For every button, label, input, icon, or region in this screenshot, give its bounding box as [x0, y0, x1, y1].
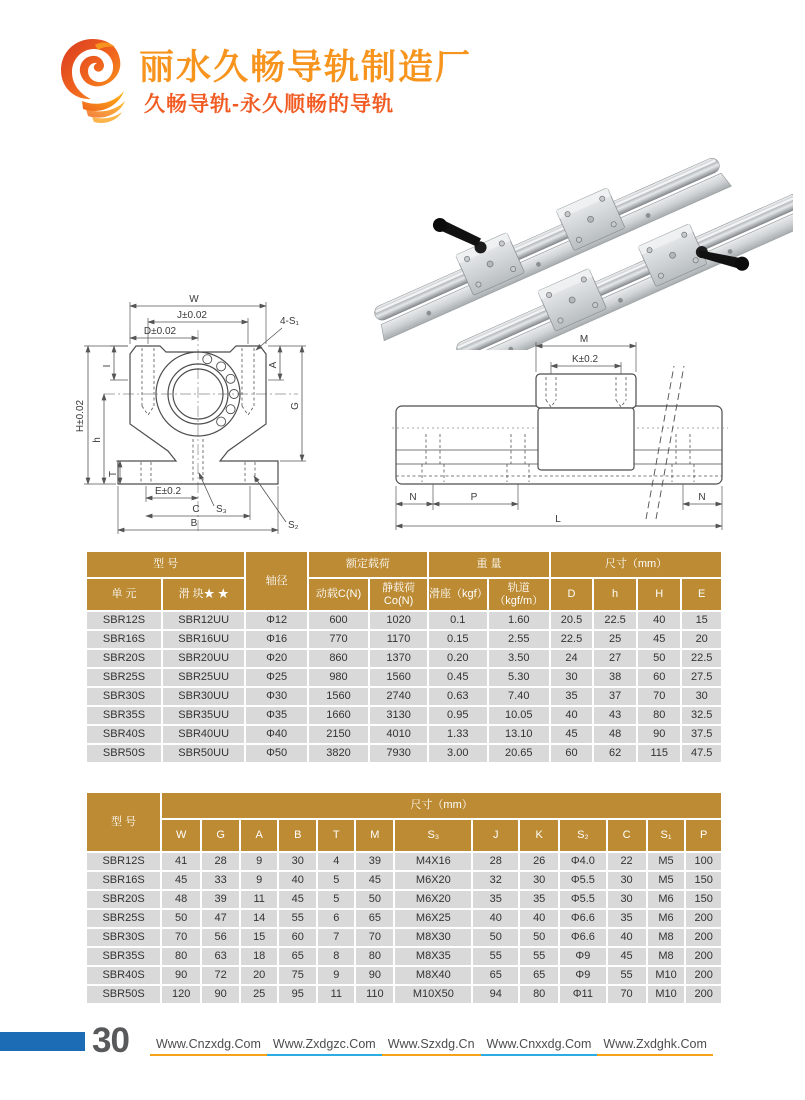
col-header-P: P — [686, 820, 721, 851]
cell: 94 — [473, 986, 518, 1003]
cell: 20.5 — [551, 612, 592, 629]
table-row — [87, 853, 721, 870]
dimensions — [75, 294, 306, 534]
footer-links — [150, 1037, 707, 1056]
col-header-model: 型 号 — [87, 552, 244, 577]
cell: 150 — [686, 872, 721, 889]
cell: SBR12UU — [163, 612, 244, 629]
cell: 65 — [473, 967, 518, 984]
table-row — [87, 745, 721, 762]
cell: SBR25S — [87, 669, 161, 686]
company-name: 丽水久畅导轨制造厂 — [139, 48, 473, 87]
cell: 120 — [162, 986, 200, 1003]
cell: SBR35S — [87, 707, 161, 724]
cell: 200 — [686, 948, 721, 965]
cell: 7 — [318, 929, 354, 946]
cell: 50 — [520, 929, 558, 946]
cell: SBR25UU — [163, 669, 244, 686]
cell: 22 — [608, 853, 646, 870]
cell: 39 — [202, 891, 239, 908]
cell: M8X35 — [395, 948, 471, 965]
dim-label: M — [579, 334, 589, 345]
cell: 38 — [594, 669, 636, 686]
bearing-block — [556, 188, 625, 251]
cell: 32.5 — [682, 707, 721, 724]
cell: 860 — [309, 650, 368, 667]
cell: 15 — [682, 612, 721, 629]
footer-link[interactable]: Www.Zxdghk.Com — [597, 1037, 713, 1056]
cell: 45 — [638, 631, 680, 648]
cell: SBR20S — [87, 891, 160, 908]
dim-label: K±0.2 — [571, 354, 599, 365]
cell: 22.5 — [551, 631, 592, 648]
cell: 15 — [241, 929, 277, 946]
cell: M8 — [648, 929, 685, 946]
cell: 50 — [638, 650, 680, 667]
cell: 30 — [682, 688, 721, 705]
dim-label: S₂ — [288, 520, 299, 531]
cell: 25 — [594, 631, 636, 648]
col-header-D: D — [551, 579, 592, 610]
table-row — [87, 948, 721, 965]
cell: 62 — [594, 745, 636, 762]
cell: 18 — [241, 948, 277, 965]
cell: M10X50 — [395, 986, 471, 1003]
cell: 50 — [356, 891, 393, 908]
cell: 50 — [162, 910, 200, 927]
cell: 200 — [686, 929, 721, 946]
cell: 20 — [241, 967, 277, 984]
cell: Φ9 — [560, 967, 605, 984]
cell: 200 — [686, 910, 721, 927]
cell: SBR12S — [87, 853, 160, 870]
cell: 0.1 — [429, 612, 486, 629]
cell: 37 — [594, 688, 636, 705]
cell: 65 — [520, 967, 558, 984]
cell: 80 — [356, 948, 393, 965]
cell: 22.5 — [594, 612, 636, 629]
cell: SBR50S — [87, 986, 160, 1003]
dim-label: N — [409, 492, 417, 503]
cell: 45 — [162, 872, 200, 889]
cell: 90 — [162, 967, 200, 984]
cell: 2740 — [370, 688, 427, 705]
dim-label: D±0.02 — [143, 326, 177, 337]
cell: 63 — [202, 948, 239, 965]
table-row — [87, 612, 721, 629]
cell: 4 — [318, 853, 354, 870]
cell: Φ20 — [246, 650, 307, 667]
cell: M4X16 — [395, 853, 471, 870]
cell: 9 — [241, 872, 277, 889]
cell: Φ5.5 — [560, 891, 605, 908]
page-number: 30 — [92, 1021, 129, 1060]
cell: 30 — [551, 669, 592, 686]
cell: 1170 — [370, 631, 427, 648]
dim-label: W — [189, 294, 199, 305]
table-row — [87, 910, 721, 927]
cell: M5 — [648, 872, 685, 889]
cell: 75 — [279, 967, 316, 984]
col-header-M: M — [356, 820, 393, 851]
cell: 45 — [356, 872, 393, 889]
end-view-drawing — [68, 276, 360, 540]
cell: 65 — [356, 910, 393, 927]
cell: 47.5 — [682, 745, 721, 762]
dim-label: H±0.02 — [75, 399, 86, 433]
cell: 26 — [520, 853, 558, 870]
cell: Φ5.5 — [560, 872, 605, 889]
col-header-unit: 单 元 — [87, 579, 161, 610]
cell: 70 — [162, 929, 200, 946]
cell: M6X20 — [395, 891, 471, 908]
footer-link[interactable]: Www.Cnxxdg.Com — [481, 1037, 598, 1056]
dim-label: T — [108, 470, 119, 478]
cell: 35 — [520, 891, 558, 908]
cell: M8 — [648, 948, 685, 965]
phoenix-swirl — [61, 39, 125, 123]
cell: 8 — [318, 948, 354, 965]
cell: 40 — [520, 910, 558, 927]
cell: 43 — [594, 707, 636, 724]
dim-label: B — [190, 518, 198, 529]
cell: 55 — [608, 967, 646, 984]
cell: 27 — [594, 650, 636, 667]
cell: Φ25 — [246, 669, 307, 686]
cell: 80 — [162, 948, 200, 965]
cell: 3.00 — [429, 745, 486, 762]
cell: 5 — [318, 891, 354, 908]
col-header-K: K — [520, 820, 558, 851]
cell: 45 — [551, 726, 592, 743]
cell: SBR40S — [87, 967, 160, 984]
col-header-B: B — [279, 820, 316, 851]
dim-label: E±0.2 — [154, 486, 182, 497]
dim-label: C — [192, 504, 200, 515]
company-logo-icon — [52, 33, 134, 123]
col-header-E: E — [682, 579, 721, 610]
cell: 90 — [202, 986, 239, 1003]
cell: M6X20 — [395, 872, 471, 889]
col-header-C: C — [608, 820, 646, 851]
cell: 60 — [551, 745, 592, 762]
carriage-block — [536, 374, 636, 470]
cell: 9 — [318, 967, 354, 984]
col-header-dims: 尺寸（mm） — [551, 552, 721, 577]
cell: 0.20 — [429, 650, 486, 667]
cell: 7930 — [370, 745, 427, 762]
cell: 95 — [279, 986, 316, 1003]
cell: M6 — [648, 910, 685, 927]
table-row — [87, 929, 721, 946]
cell: 35 — [473, 891, 518, 908]
cell: SBR12S — [87, 612, 161, 629]
table-row — [87, 631, 721, 648]
cell: 7.40 — [489, 688, 550, 705]
table-row — [87, 891, 721, 908]
cell: 28 — [473, 853, 518, 870]
cell: 60 — [279, 929, 316, 946]
footer-accent-bar — [0, 1032, 85, 1051]
cell: SBR50UU — [163, 745, 244, 762]
col-header-model: 型 号 — [87, 793, 160, 851]
cell: 60 — [638, 669, 680, 686]
cell: 55 — [279, 910, 316, 927]
footer-link[interactable]: Www.Zxdgzc.Com — [267, 1037, 382, 1056]
cell: 115 — [638, 745, 680, 762]
col-header-W: W — [162, 820, 200, 851]
cell: Φ12 — [246, 612, 307, 629]
cell: 24 — [551, 650, 592, 667]
cell: 600 — [309, 612, 368, 629]
cell: 30 — [520, 872, 558, 889]
cell: 0.45 — [429, 669, 486, 686]
cell: 0.15 — [429, 631, 486, 648]
col-header-S3: S₃ — [395, 820, 471, 851]
col-header-G: G — [202, 820, 239, 851]
cell: 40 — [551, 707, 592, 724]
cell: 11 — [241, 891, 277, 908]
cell: 13.10 — [489, 726, 550, 743]
cell: 80 — [520, 986, 558, 1003]
cell: 110 — [356, 986, 393, 1003]
cell: 6 — [318, 910, 354, 927]
col-header-A: A — [241, 820, 277, 851]
cell: 30 — [608, 872, 646, 889]
cell: 10.05 — [489, 707, 550, 724]
cell: 100 — [686, 853, 721, 870]
cell: Φ6.6 — [560, 910, 605, 927]
cell: 55 — [520, 948, 558, 965]
cell: 50 — [473, 929, 518, 946]
col-header-H: H — [638, 579, 680, 610]
dim-label: h — [92, 437, 103, 443]
cell: Φ11 — [560, 986, 605, 1003]
cell: 39 — [356, 853, 393, 870]
cell: Φ35 — [246, 707, 307, 724]
cell: 70 — [638, 688, 680, 705]
dim-label: J±0.02 — [177, 310, 207, 321]
cell: 45 — [279, 891, 316, 908]
cell: 90 — [638, 726, 680, 743]
cell: 90 — [356, 967, 393, 984]
rail-side-view-drawing — [388, 314, 736, 538]
cell: 1020 — [370, 612, 427, 629]
col-header-rated-load: 额定载荷 — [309, 552, 427, 577]
cell: 1370 — [370, 650, 427, 667]
cell: SBR30S — [87, 688, 161, 705]
cell: SBR16UU — [163, 631, 244, 648]
cell: 9 — [241, 853, 277, 870]
footer-link[interactable]: Www.Cnzxdg.Com — [150, 1037, 267, 1056]
col-header-weight: 重 量 — [429, 552, 549, 577]
footer-link[interactable]: Www.Szxdg.Cn — [382, 1037, 481, 1056]
cell: 55 — [473, 948, 518, 965]
dim-label: G — [290, 402, 301, 410]
cell: Φ6.6 — [560, 929, 605, 946]
cell: 3.50 — [489, 650, 550, 667]
table-row — [87, 872, 721, 889]
table-row — [87, 726, 721, 743]
bearing-block — [456, 232, 525, 295]
cell: M6X25 — [395, 910, 471, 927]
dim-label: A — [268, 361, 279, 369]
col-header-rail-weight: 轨道（kgf/m） — [489, 579, 550, 610]
cell: 40 — [638, 612, 680, 629]
cell: 1560 — [309, 688, 368, 705]
cell: 40 — [473, 910, 518, 927]
col-header-static-load: 静载荷Co(N) — [370, 579, 427, 610]
col-header-h: h — [594, 579, 636, 610]
cell: SBR40S — [87, 726, 161, 743]
cell: 80 — [638, 707, 680, 724]
table-row — [87, 669, 721, 686]
cell: M10 — [648, 986, 685, 1003]
cell: 33 — [202, 872, 239, 889]
table-row — [87, 650, 721, 667]
cell: 200 — [686, 967, 721, 984]
table-row — [87, 707, 721, 724]
cell: 70 — [356, 929, 393, 946]
cell: 27.5 — [682, 669, 721, 686]
cell: 41 — [162, 853, 200, 870]
cell: Φ9 — [560, 948, 605, 965]
cell: 47 — [202, 910, 239, 927]
cell: SBR16S — [87, 872, 160, 889]
dim-label: P — [470, 492, 478, 503]
col-header-dynamic-load: 动载C(N) — [309, 579, 368, 610]
cell: 11 — [318, 986, 354, 1003]
cell: 48 — [162, 891, 200, 908]
cell: 65 — [279, 948, 316, 965]
cell: M10 — [648, 967, 685, 984]
dim-label: N — [698, 492, 706, 503]
cell: 20 — [682, 631, 721, 648]
table-row — [87, 688, 721, 705]
cell: SBR20S — [87, 650, 161, 667]
company-tagline: 久畅导轨-永久顺畅的导轨 — [144, 93, 394, 116]
cell: 2150 — [309, 726, 368, 743]
cell: Φ4.0 — [560, 853, 605, 870]
cell: SBR40UU — [163, 726, 244, 743]
col-header-dims: 尺寸（mm） — [162, 793, 721, 818]
col-header-carriage-weight: 滑座（kgf） — [429, 579, 486, 610]
cell: 70 — [608, 986, 646, 1003]
cell: 200 — [686, 986, 721, 1003]
cell: 3820 — [309, 745, 368, 762]
cell: 37.5 — [682, 726, 721, 743]
cell: 28 — [202, 853, 239, 870]
dim-label: 4-S₁ — [280, 316, 299, 327]
cell: Φ30 — [246, 688, 307, 705]
table-row — [87, 986, 721, 1003]
cell: 14 — [241, 910, 277, 927]
col-header-T: T — [318, 820, 354, 851]
cell: SBR16S — [87, 631, 161, 648]
cell: 30 — [279, 853, 316, 870]
cell: 0.95 — [429, 707, 486, 724]
cell: M5 — [648, 853, 685, 870]
cell: SBR50S — [87, 745, 161, 762]
cell: 30 — [608, 891, 646, 908]
dimension-table — [85, 791, 723, 1005]
cell: Φ16 — [246, 631, 307, 648]
cell: 5.30 — [489, 669, 550, 686]
cell: 56 — [202, 929, 239, 946]
cell: 0.63 — [429, 688, 486, 705]
cell: SBR20UU — [163, 650, 244, 667]
dim-label: S₃ — [216, 504, 227, 515]
cell: SBR35S — [87, 948, 160, 965]
cell: 1560 — [370, 669, 427, 686]
cell: 4010 — [370, 726, 427, 743]
cell: 40 — [279, 872, 316, 889]
col-header-block: 滑 块★ ★ — [163, 579, 244, 610]
col-header-J: J — [473, 820, 518, 851]
cell: M8X40 — [395, 967, 471, 984]
cell: M6 — [648, 891, 685, 908]
cell: 3130 — [370, 707, 427, 724]
col-header-shaft-dia: 轴径 — [246, 552, 307, 610]
cell: M8X30 — [395, 929, 471, 946]
cell: 25 — [241, 986, 277, 1003]
cell: SBR30UU — [163, 688, 244, 705]
cell: 22.5 — [682, 650, 721, 667]
cell: 72 — [202, 967, 239, 984]
cell: 40 — [608, 929, 646, 946]
col-header-S2: S₂ — [560, 820, 605, 851]
cell: 35 — [608, 910, 646, 927]
dim-label: I — [102, 364, 113, 368]
cell: 48 — [594, 726, 636, 743]
cell: 20.65 — [489, 745, 550, 762]
cell: 770 — [309, 631, 368, 648]
load-rating-table — [85, 550, 723, 764]
cell: SBR25S — [87, 910, 160, 927]
cell: SBR30S — [87, 929, 160, 946]
cell: 2.55 — [489, 631, 550, 648]
cell: 980 — [309, 669, 368, 686]
cell: 35 — [551, 688, 592, 705]
dim-label: L — [555, 514, 561, 525]
table-row — [87, 967, 721, 984]
cell: Φ50 — [246, 745, 307, 762]
cell: 1.33 — [429, 726, 486, 743]
cell: 150 — [686, 891, 721, 908]
cell: 1.60 — [489, 612, 550, 629]
col-header-S1: S₁ — [648, 820, 685, 851]
cell: 45 — [608, 948, 646, 965]
cell: 1660 — [309, 707, 368, 724]
cell: 32 — [473, 872, 518, 889]
cell: Φ40 — [246, 726, 307, 743]
cell: 5 — [318, 872, 354, 889]
cell: SBR35UU — [163, 707, 244, 724]
